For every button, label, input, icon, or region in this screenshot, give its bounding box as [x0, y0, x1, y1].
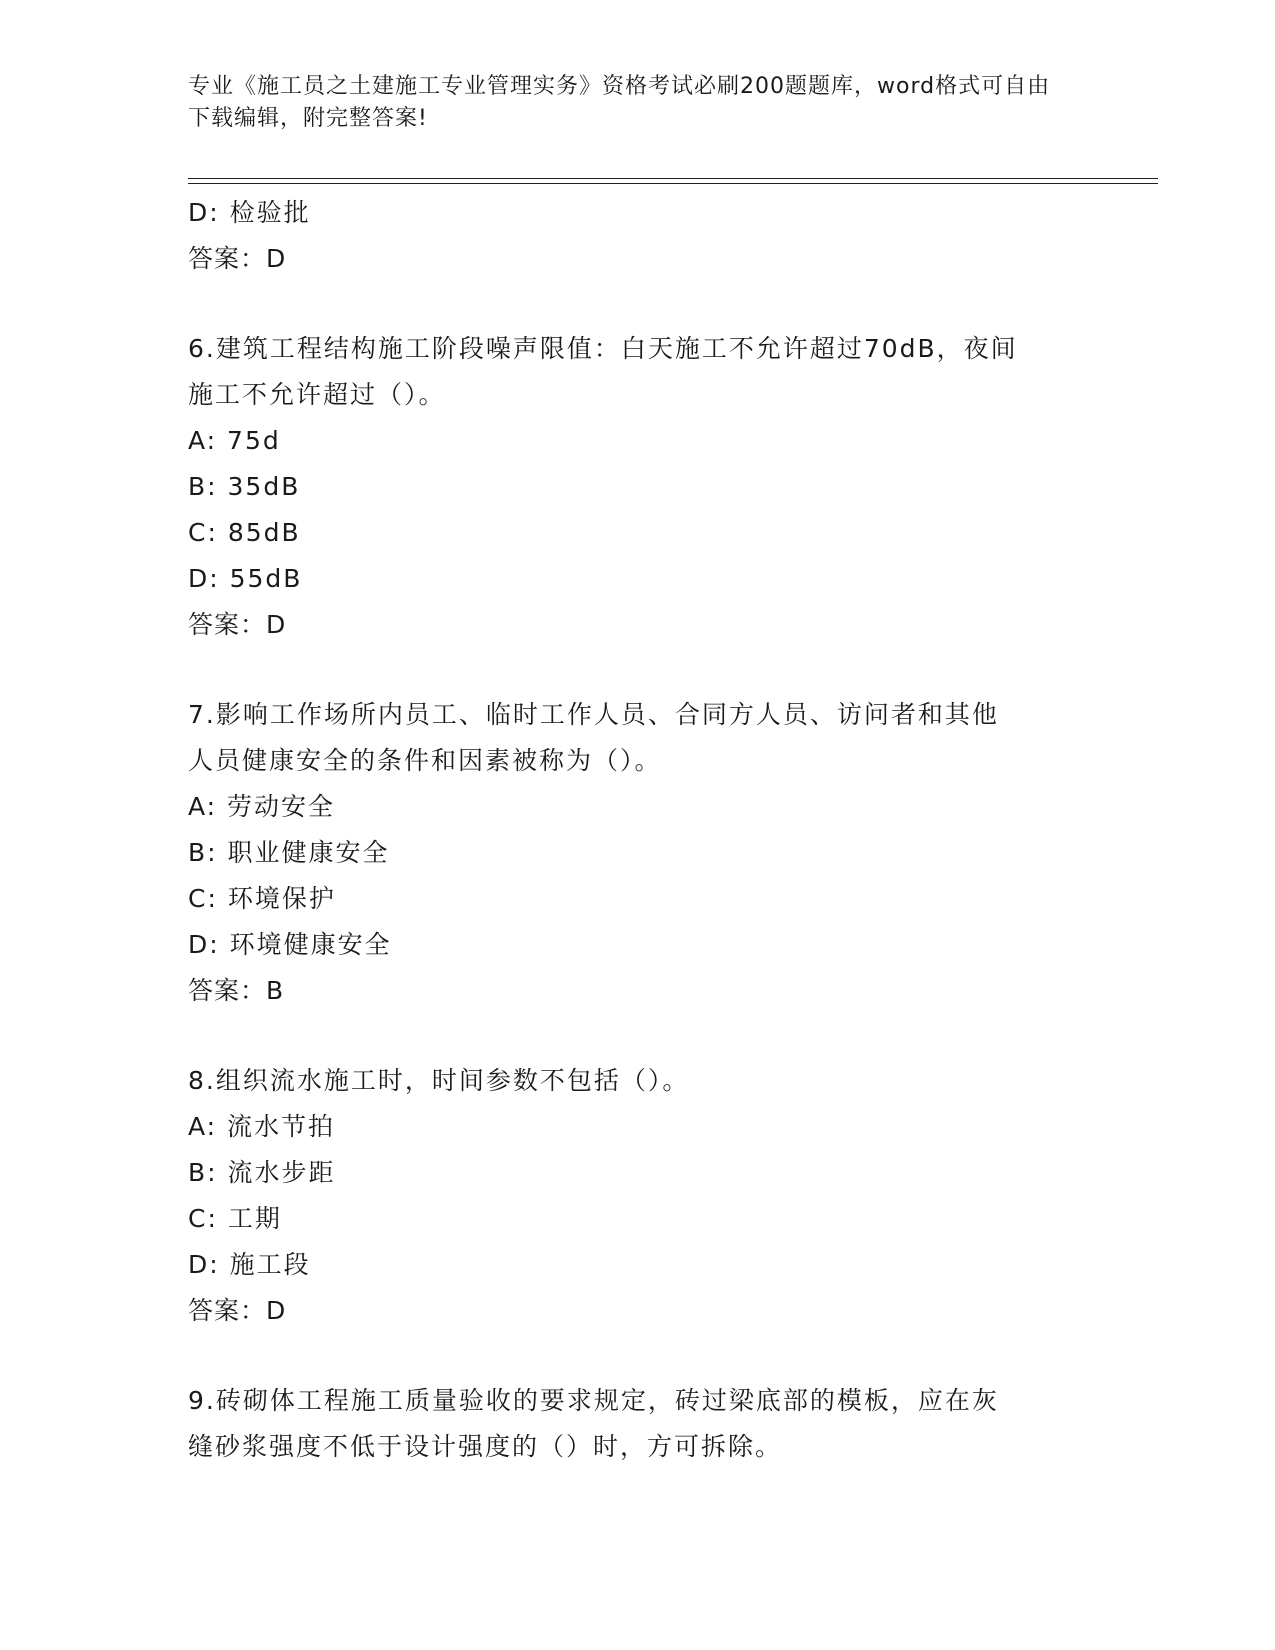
option-d: D: 环境健康安全: [188, 930, 392, 959]
answer: 答案：B: [188, 976, 285, 1005]
header-divider-bottom: [188, 183, 1158, 184]
question-stem-line: 缝砂浆强度不低于设计强度的（）时，方可拆除。: [188, 1432, 783, 1461]
question-stem-line: 6.建筑工程结构施工阶段噪声限值：白天施工不允许超过70dB，夜间: [188, 334, 1018, 363]
option-b: B: 流水步距: [188, 1158, 336, 1187]
question-stem-line: 7.影响工作场所内员工、临时工作人员、合同方人员、访问者和其他: [188, 700, 999, 729]
question-8: [188, 1058, 1068, 1334]
question-9: [188, 1378, 1068, 1470]
header-divider-top: [188, 178, 1158, 179]
option-c: C: 工期: [188, 1204, 282, 1233]
question-6: [188, 326, 1068, 648]
option-c: C: 85dB: [188, 518, 301, 547]
answer: 答案：D: [188, 1296, 287, 1325]
question-list: [188, 190, 1068, 1470]
question-7: [188, 692, 1068, 1014]
option-c: C: 环境保护: [188, 884, 336, 913]
answer: 答案：D: [188, 244, 287, 273]
option-d: D: 55dB: [188, 564, 303, 593]
question-stem-line: 人员健康安全的条件和因素被称为（）。: [188, 746, 662, 775]
option-a: A: 流水节拍: [188, 1112, 336, 1141]
option-a: A: 75d: [188, 426, 281, 455]
question-stem-line: 9.砖砌体工程施工质量验收的要求规定，砖过梁底部的模板，应在灰: [188, 1386, 999, 1415]
option-d: D: 检验批: [188, 198, 311, 227]
option-d: D: 施工段: [188, 1250, 311, 1279]
option-a: A: 劳动安全: [188, 792, 336, 821]
question-stem-line: 施工不允许超过（）。: [188, 380, 446, 409]
document-header: 专业《施工员之土建施工专业管理实务》资格考试必刷200题题库，word格式可自由下载编辑，附完整答案!: [188, 74, 1051, 131]
option-b: B: 35dB: [188, 472, 301, 501]
answer: 答案：D: [188, 610, 287, 639]
option-b: B: 职业健康安全: [188, 838, 390, 867]
question-stem-line: 8.组织流水施工时，时间参数不包括（）。: [188, 1066, 690, 1095]
